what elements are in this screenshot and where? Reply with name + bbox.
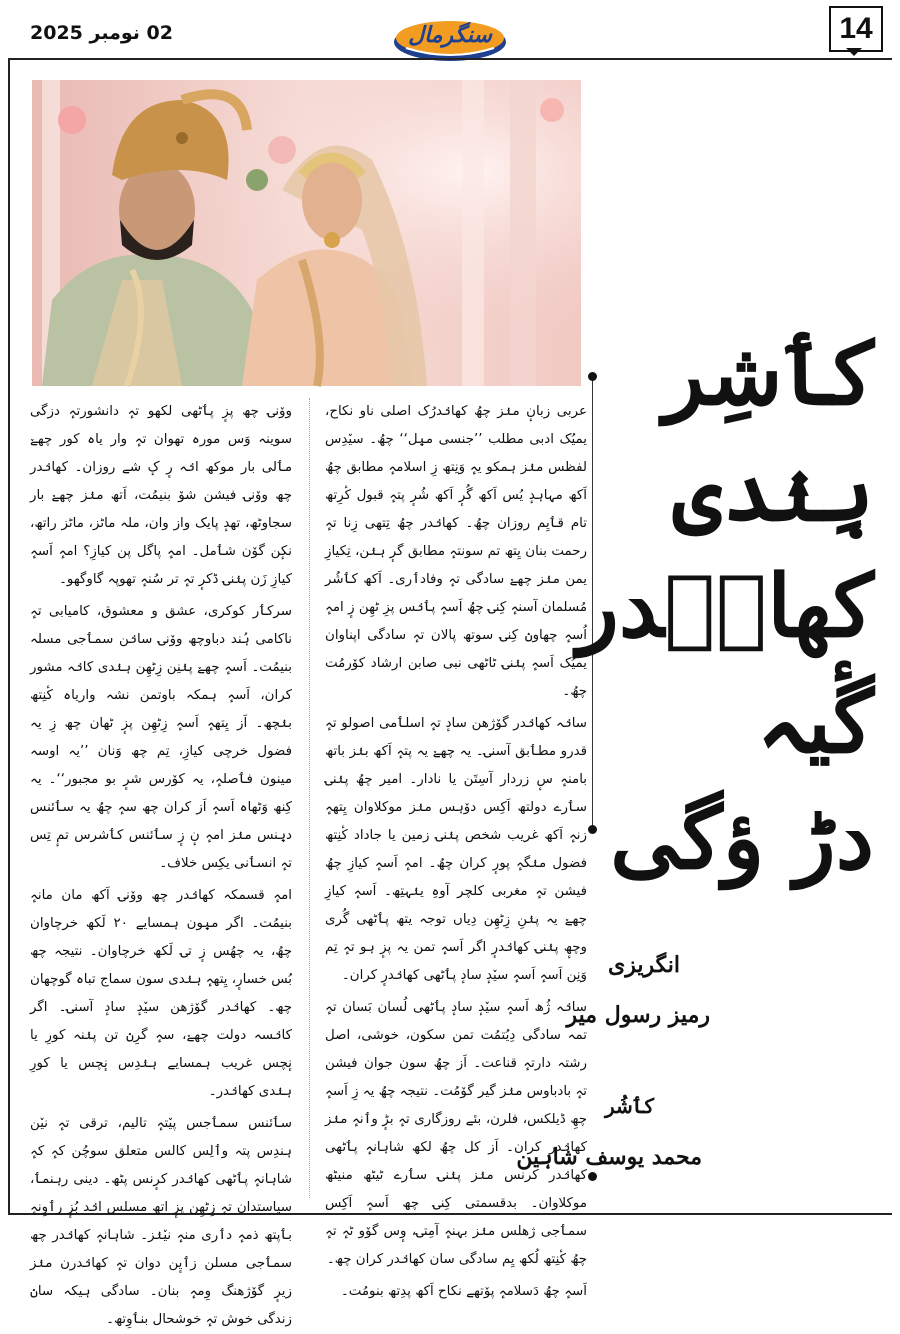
article-title-line: دڑ ؤگی (610, 788, 874, 889)
article-paragraph: اَسہٕ چھُ دَسلامہٕ پوٚتھے نکاح اَکھ پدِتھ بنومُت۔ (340, 1284, 587, 1299)
article-paragraph: سٲئنس سمٲجس پیٚتہٕ تالیم، ترقی تہٕ نیٚن ہندِس پتہ وٲلِس کالس متعلق سوچُن کہٕ کہٕ شاہانہٕ پٲٹھی کھانٛدر کرٕنس پٹھ۔ دینی رہنمٲ، سیاستدان تہٕ زِٹھِن پزٕ اتھ مسلس انٛد بُزٕ رٲوِنہٕ بٲپتھ ذمہٕ دٲری منہٕ نیٚنٛز۔ شاہانہٕ کھانٛدر چھ سمٲجی مسلن زٲیٕن دوان تہٕ کھانٛدرن منٛز زیرٕ گوٚژھنگ وِمہٕ بنان۔ سادگی ہیکہ سانٛ زندگی خوش تہٕ خوشحال بنٲوِتھ۔ (30, 1116, 292, 1327)
rule-dot-icon (588, 1172, 597, 1181)
article-paragraph: سانٛہ کھانٛدر گوٚژھن سادٕ تہٕ اسلٲمی اصولو تہٕ قدرو مطٲبق آسنۍ۔ یہ چھےٚ یہ پتہٕ اَکھ بنٛز باتھ بامنہٕ سٕ زردار آسِتَن یا نادار۔ امیر چھُ پنٛنۍ سٲرے دولتھ اَکِس دوٚہس منٛز موکلاوان یِتھہٕ زنہٕ اَکھ غریب شخص پنٛنۍ زمین یا جاداد کٔنِتھ فضول منٛگہٕ پورٕ کران چھُ۔ امہٕ اَسہٕ کیازِ چھُ فیشن تہٕ مغربی کلچر آوہِ ینٛہتِھ۔ اَسہٕ کیازِ چھےٚ یہ پنٛنِ زِٹھِن دِیاں توجہ یتھ پٲٹھی گُری وچھٕ پنٛنۍ کھانٛدرٕ اگر اَسہٕ تمن یہ پزٕ ہو تہٕ تِم وَنِن اَسہٕ اَسہٕ سیٚدٕ سادٕ پٲٹھی کھانٛدرٕ کران۔ (325, 716, 587, 983)
article-paragraph: عربی زبانٕ منٛز چھُ کھانٛدرُک اصلی ناو نکاح، یمیُک ادبی مطلب ’’جنسی میٖل‘‘ چھُ۔ سیٚدِس لفظس منٛز ہمکو یہٕ وَنِتھ زِ اسلامہٕ مطابق چھُ اَکھ مہاہدٕ یُس اَکھ گُرٕ اَکھ شُرٕ پتہٕ قبول کٔرِتھ تام قٲیِم روزان چھُ۔ کھانٛدر چھُ تِتھی زِنا تہٕ رحمت بنان یِتھ تم سونتہٕ مطابق گرٕ ہنٛن، تِکیازِ یمن منٛز چھےٚ سادگی تہٕ وفادٲری۔ اَکھ کٲشُر مُسلمان آسنہٕ کِنۍ چھُ اَسہٕ پٲنٛس پزِ ٹھِن زٕ امہٕ اُسہٕ چھاونٛ کِنۍ سوتھ پالان تہٕ سادگی اپناوان یمیُک اَسہٕ پنٛنۍ ٹاٹھی نبی صابن ارشاد کوٚرمُت چھُ۔ (325, 404, 587, 699)
translator-name: رمیز رسول میر (566, 1002, 710, 1028)
kashur-translator-name: محمد یوسف شاہین (516, 1144, 702, 1170)
article-paragraph: سرکٲر کوکری، عشق و معشوق، کامیابی تہٕ ناکامی ہُند دباوچھ ووٚنۍ سانٛن سمٲجی مسلہ بنیمُت۔ اَسہٕ چھےٚ پنٛنِن زِٹھِن ہنٛدی کانٛہ مشور کران، اَسہٕ ہمکہ باوتمن نشہ واریاہ کٔنِتھ بنٛچھ۔ اَز یِتھہٕ اَسہٕ زِٹھِن پزٕ ٹھان چھ زِ یہ فضول خرچی کیازِ، تِم چھ وَنان ’’یہ اوسہ مینون فٲصلہٕ، یہ کوٚرس شرٕ بو مجبور‘‘۔ یہ کِنھ وَٹھاہ اَسہٕ اَز کران چھ سہٕ چھُ یہ سٲئنس دیٖنس منٛز امہٕ نٕ زٕ سٲئنس کٲشرس تمٕ تِس تہٕ انسٲنی یکِس خلاف۔ (30, 604, 292, 871)
issue-date: 02 نومبر 2025 (30, 22, 173, 44)
page-left-border (8, 58, 10, 1213)
article-paragraph: امہٕ قسمکہ کھانٛدر چھ ووٚنۍ اَکھ مان مانہٕ بنیمُت۔ اگر میٖون ہمسایے ۲۰ لَکھ خرچاوان چھُ، یہ چھُس زٕ تۍ لَکھ خرچاوان۔ نتیجہ چھ بُس خسارٕ، یِتھہٕ ہنٛدی سون سماج تباہ گوچھان چھ۔ کھانٛدر گوٚژھن سیٚدٕ سادٕ آسنۍ۔ اگر کانٛسہ دولت چھےٚ، سہٕ گرِنٛ تن پنٛنہ کورِ یا نٕچس غریب ہمسایے ہنٛدِس نٕچس یا کورِ ہنٛدی کھانٛدر۔ (30, 888, 292, 1099)
wedding-couple-photo-icon (32, 80, 581, 386)
article-title-line: کٲشِر (663, 324, 874, 425)
article-paragraph: سانٛہ ژُھ اَسہٕ سیٚدٕ سادٕ پٲٹھی لُسان بَسان تہٕ تمہ سادگی دِیُتمُت تمن سکون، خوشی، اصل رشتہ دارتہٕ قناعت۔ اَز چھُ سون جوان فیشن تہٕ بادباوس منٛز گیر گوٚمُت۔ نتیجہ چھُ یہ زِ اَسہٕ چھِ ڈیلکس، فلرن، بئے روزگاری تہٕ بڑٕ وٲنہٕ منٛز کھانٛدر کران۔ اَز کل چھُ لکھ شاہانہٕ پٲٹھی کھانٛدر کرنس منٛز پنٛنۍ سٲرے ٹیٹھ منیٹھ موکلاوان۔ بدقسمتی کِنۍ چھ اَسہٕ اَکِس سمٲجی ژھلس منٛز بہنہٕ آمِتۍ، وٕس گوٚو ٹہٕ تہٕ چھُ کٔنِتھ لُکھ یِم سادگی سان کھانٛدر کران چھ۔ (325, 1000, 587, 1267)
page-number: 14 (829, 6, 883, 52)
article-title-line: ہِنٛدی (672, 440, 874, 541)
column-divider (309, 398, 310, 1198)
page-number-pointer (846, 48, 862, 56)
article-column-right (325, 398, 587, 1299)
article-column-left (30, 398, 292, 1327)
kashur-label: کٲشُر (604, 1094, 654, 1118)
rule-dot-icon (588, 825, 597, 834)
article-title-line: کھانٛدر (577, 556, 874, 657)
masthead-title: سنگرمال (408, 22, 492, 48)
article-title-line: گٔیہ (756, 672, 874, 773)
article-paragraph: ووٚنۍ چھ پزٕ پٲٹھی لکھو تہٕ دانشورتہٕ دزگی سوینہ وَس مورہ تھوان تہٕ وار یاہ کور چھےٚ مٲلی بار موکھ انٛہ رٕ کٕ شے روزان۔ کھانٛدر چھ ووٚنۍ فیشن شوٚ بنیمُت، اَتھ منٛز چھےٚ بار سجاوٹھ، تھدٕ پایک واز وان، ملہ ماٹز، ماٹز راتھ، نکٕن گوٚن شٲمل۔ امہٕ پاگل پن کیازِ؟ امہٕ اَسہٕ کیازِ زَن پنٛنۍ ڈکرٕ تہٕ تر سُنہٕ تھوپہ گاوگھو۔ (30, 404, 292, 587)
translator-label: انگریزی (607, 952, 680, 978)
rule-dot-icon (588, 372, 597, 381)
header-rule (8, 58, 892, 60)
wedding-photo (32, 80, 581, 386)
